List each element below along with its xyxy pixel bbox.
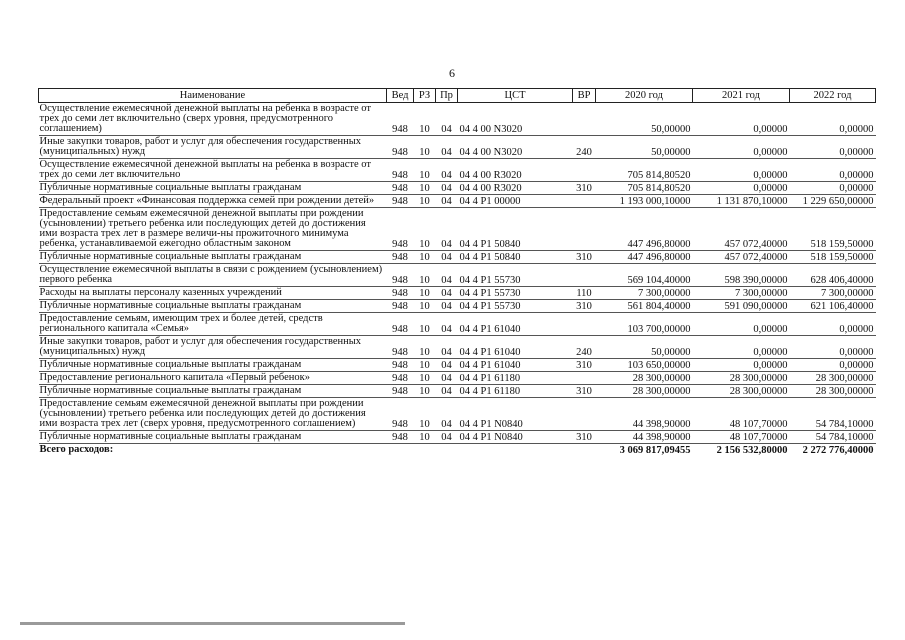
cell-vr: 310: [576, 183, 592, 194]
cell-2020: 1 193 000,10000: [619, 196, 691, 207]
cell-2020: 561 804,40000: [627, 301, 691, 312]
cell-cst: 04 4 P1 61040: [459, 347, 521, 358]
table-row: [39, 398, 876, 431]
header-2022: 2022 год: [790, 89, 876, 103]
cell-ved: 948: [392, 147, 408, 158]
cell-rz: 10: [419, 239, 430, 250]
cell-rz: 10: [419, 373, 430, 384]
table-row: [39, 251, 876, 264]
cell-name: Предоставление семьям ежемесячной денежной выплаты при рождении (усыновлении) третьего ребенка или последующих детей до достижения ими возраста трех лет (сверх уровня, предусмотренного соглашением): [39, 398, 366, 429]
cell-cst: 04 4 P1 61180: [459, 386, 521, 397]
cell-2022: 28 300,00000: [815, 373, 874, 384]
cell-2020: 447 496,80000: [627, 252, 691, 263]
cell-name: Осуществление ежемесячной выплаты в связи с рождением (усыновлением) первого ребенка: [39, 264, 383, 285]
cell-2022: 0,00000: [839, 183, 874, 194]
total-label: Всего расходов:: [39, 444, 114, 455]
cell-name: Публичные нормативные социальные выплаты гражданам: [39, 251, 302, 262]
cell-2020: 50,00000: [651, 147, 691, 158]
cell-ved: 948: [392, 432, 408, 443]
cell-vr: 310: [576, 301, 592, 312]
cell-cst: 04 4 P1 55730: [459, 301, 521, 312]
cell-cst: 04 4 P1 00000: [459, 196, 521, 207]
cell-vr: 240: [576, 347, 592, 358]
header-rz: РЗ: [414, 89, 436, 103]
cell-pr: 04: [441, 124, 452, 135]
cell-pr: 04: [441, 275, 452, 286]
total-row: [39, 444, 876, 457]
table-row: [39, 313, 876, 336]
cell-ved: 948: [392, 288, 408, 299]
header-cst: ЦСТ: [458, 89, 573, 103]
cell-pr: 04: [441, 147, 452, 158]
cell-rz: 10: [419, 288, 430, 299]
cell-rz: 10: [419, 252, 430, 263]
cell-ved: 948: [392, 324, 408, 335]
cell-pr: 04: [441, 288, 452, 299]
cell-2022: 621 106,40000: [810, 301, 874, 312]
header-2021: 2021 год: [693, 89, 790, 103]
cell-name: Публичные нормативные социальные выплаты гражданам: [39, 385, 302, 396]
header-2020: 2020 год: [596, 89, 693, 103]
cell-2022: 0,00000: [839, 170, 874, 181]
cell-rz: 10: [419, 360, 430, 371]
cell-2020: 44 398,90000: [632, 419, 691, 430]
scan-edge-bar: [20, 622, 405, 625]
cell-name: Иные закупки товаров, работ и услуг для обеспечения государственных (муниципальных) нужд: [39, 336, 362, 357]
cell-2022: 54 784,10000: [815, 419, 874, 430]
header-vr: ВР: [573, 89, 596, 103]
cell-pr: 04: [441, 419, 452, 430]
table-row: [39, 359, 876, 372]
total-2021: 2 156 532,80000: [716, 445, 788, 456]
budget-table: [38, 88, 876, 456]
cell-name: Публичные нормативные социальные выплаты гражданам: [39, 300, 302, 311]
cell-pr: 04: [441, 183, 452, 194]
cell-cst: 04 4 P1 N0840: [459, 432, 523, 443]
cell-2020: 50,00000: [651, 347, 691, 358]
table-row: [39, 195, 876, 208]
cell-2022: 628 406,40000: [810, 275, 874, 286]
cell-2020: 28 300,00000: [632, 373, 691, 384]
cell-vr: [573, 195, 596, 208]
cell-2022: 7 300,00000: [821, 288, 874, 299]
table-row: [39, 300, 876, 313]
cell-pr: 04: [441, 347, 452, 358]
table-row: [39, 182, 876, 195]
cell-ved: 948: [392, 419, 408, 430]
table-row: [39, 287, 876, 300]
cell-name: Предоставление семьям, имеющим трех и более детей, средств регионального капитала «Семья»: [39, 313, 323, 334]
total-2020: 3 069 817,09455: [619, 445, 691, 456]
cell-ved: 948: [392, 347, 408, 358]
cell-name: Публичные нормативные социальные выплаты гражданам: [39, 431, 302, 442]
cell-rz: 10: [419, 324, 430, 335]
cell-pr: 04: [441, 432, 452, 443]
cell-ved: 948: [392, 196, 408, 207]
cell-2021: 0,00000: [753, 183, 788, 194]
cell-vr: 310: [576, 432, 592, 443]
cell-name: Осуществление ежемесячной денежной выплаты на ребенка в возрасте от трех до семи лет включительно (сверх уровня, предусмотренного соглашением): [39, 103, 371, 134]
cell-cst: 04 4 P1 55730: [459, 288, 521, 299]
cell-2021: 7 300,00000: [735, 288, 788, 299]
cell-2021: 0,00000: [753, 347, 788, 358]
cell-rz: 10: [419, 432, 430, 443]
cell-pr: 04: [441, 373, 452, 384]
cell-2021: 0,00000: [753, 360, 788, 371]
table-row: [39, 208, 876, 251]
cell-name: Осуществление ежемесячной денежной выплаты на ребенка в возрасте от трех до семи лет включительно: [39, 159, 371, 180]
cell-name: Иные закупки товаров, работ и услуг для обеспечения государственных (муниципальных) нужд: [39, 136, 362, 157]
table-row: [39, 159, 876, 182]
table-header-row: [39, 89, 876, 103]
cell-vr: 240: [576, 147, 592, 158]
cell-vr: 310: [576, 252, 592, 263]
header-name: Наименование: [39, 89, 387, 103]
cell-ved: 948: [392, 124, 408, 135]
cell-vr: [573, 398, 596, 431]
cell-2020: 447 496,80000: [627, 239, 691, 250]
cell-pr: 04: [441, 324, 452, 335]
cell-2022: 518 159,50000: [810, 252, 874, 263]
cell-pr: 04: [441, 252, 452, 263]
cell-ved: 948: [392, 239, 408, 250]
cell-name: Публичные нормативные социальные выплаты гражданам: [39, 182, 302, 193]
cell-vr: 310: [576, 360, 592, 371]
cell-rz: 10: [419, 275, 430, 286]
cell-ved: 948: [392, 373, 408, 384]
cell-2021: 0,00000: [753, 147, 788, 158]
cell-2021: 0,00000: [753, 124, 788, 135]
cell-2022: 0,00000: [839, 360, 874, 371]
cell-2021: 28 300,00000: [729, 386, 788, 397]
cell-2021: 598 390,00000: [724, 275, 788, 286]
cell-2022: 0,00000: [839, 147, 874, 158]
cell-cst: 04 4 P1 61040: [459, 324, 521, 335]
cell-cst: 04 4 00 R3020: [459, 170, 522, 181]
cell-2022: 54 784,10000: [815, 432, 874, 443]
cell-vr: [573, 313, 596, 336]
cell-pr: 04: [441, 386, 452, 397]
cell-2021: 48 107,70000: [729, 432, 788, 443]
cell-name: Публичные нормативные социальные выплаты гражданам: [39, 359, 302, 370]
cell-vr: [573, 372, 596, 385]
table-row: [39, 336, 876, 359]
cell-vr: [573, 159, 596, 182]
cell-cst: 04 4 00 N3020: [459, 147, 523, 158]
cell-pr: 04: [441, 239, 452, 250]
header-ved: Вед: [387, 89, 414, 103]
cell-cst: 04 4 P1 50840: [459, 239, 521, 250]
cell-rz: 10: [419, 196, 430, 207]
cell-pr: 04: [441, 301, 452, 312]
cell-cst: 04 4 P1 61040: [459, 360, 521, 371]
table-row: [39, 372, 876, 385]
header-pr: Пр: [436, 89, 458, 103]
cell-name: Федеральный проект «Финансовая поддержка семей при рождении детей»: [39, 195, 375, 206]
cell-2020: 103 700,00000: [627, 324, 691, 335]
total-2022: 2 272 776,40000: [802, 445, 874, 456]
table-row: [39, 264, 876, 287]
cell-2021: 457 072,40000: [724, 239, 788, 250]
cell-2021: 0,00000: [753, 324, 788, 335]
table-row: [39, 431, 876, 444]
cell-ved: 948: [392, 360, 408, 371]
cell-2021: 0,00000: [753, 170, 788, 181]
cell-vr: [573, 208, 596, 251]
cell-ved: 948: [392, 386, 408, 397]
cell-cst: 04 4 P1 61180: [459, 373, 521, 384]
cell-vr: [573, 103, 596, 136]
cell-2022: 28 300,00000: [815, 386, 874, 397]
cell-2021: 28 300,00000: [729, 373, 788, 384]
cell-vr: 310: [576, 386, 592, 397]
cell-rz: 10: [419, 147, 430, 158]
cell-2021: 48 107,70000: [729, 419, 788, 430]
cell-ved: 948: [392, 275, 408, 286]
cell-vr: 110: [576, 288, 592, 299]
cell-2020: 705 814,80520: [627, 170, 691, 181]
cell-2020: 569 104,40000: [627, 275, 691, 286]
cell-name: Предоставление регионального капитала «Первый ребенок»: [39, 372, 310, 383]
cell-vr: [573, 264, 596, 287]
cell-cst: 04 4 00 R3020: [459, 183, 522, 194]
page-number: 6: [449, 66, 455, 80]
cell-rz: 10: [419, 386, 430, 397]
cell-pr: 04: [441, 360, 452, 371]
cell-ved: 948: [392, 183, 408, 194]
cell-2022: 1 229 650,00000: [802, 196, 874, 207]
cell-rz: 10: [419, 124, 430, 135]
cell-cst: 04 4 00 N3020: [459, 124, 523, 135]
cell-cst: 04 4 P1 55730: [459, 275, 521, 286]
cell-cst: 04 4 P1 N0840: [459, 419, 523, 430]
cell-rz: 10: [419, 347, 430, 358]
cell-2021: 591 090,00000: [724, 301, 788, 312]
table-row: [39, 103, 876, 136]
cell-2022: 0,00000: [839, 347, 874, 358]
cell-ved: 948: [392, 252, 408, 263]
cell-2021: 1 131 870,10000: [716, 196, 788, 207]
cell-2020: 44 398,90000: [632, 432, 691, 443]
cell-rz: 10: [419, 183, 430, 194]
cell-2020: 28 300,00000: [632, 386, 691, 397]
cell-ved: 948: [392, 170, 408, 181]
cell-rz: 10: [419, 419, 430, 430]
cell-name: Предоставление семьям ежемесячной денежной выплаты при рождении (усыновлении) третьего ребенка или последующих детей до достижения ими возраста трех лет в размере величи-ны прожиточного минимума ребенка, устанавливаемой ежегодно областным законом: [39, 208, 366, 249]
cell-cst: 04 4 P1 50840: [459, 252, 521, 263]
cell-2020: 7 300,00000: [638, 288, 691, 299]
cell-rz: 10: [419, 170, 430, 181]
cell-rz: 10: [419, 301, 430, 312]
table-row: [39, 385, 876, 398]
cell-ved: 948: [392, 301, 408, 312]
cell-pr: 04: [441, 196, 452, 207]
cell-2022: 518 159,50000: [810, 239, 874, 250]
cell-2022: 0,00000: [839, 324, 874, 335]
cell-2022: 0,00000: [839, 124, 874, 135]
table-row: [39, 136, 876, 159]
cell-pr: 04: [441, 170, 452, 181]
cell-2020: 103 650,00000: [627, 360, 691, 371]
cell-name: Расходы на выплаты персоналу казенных учреждений: [39, 287, 282, 298]
cell-2020: 50,00000: [651, 124, 691, 135]
cell-2021: 457 072,40000: [724, 252, 788, 263]
cell-2020: 705 814,80520: [627, 183, 691, 194]
